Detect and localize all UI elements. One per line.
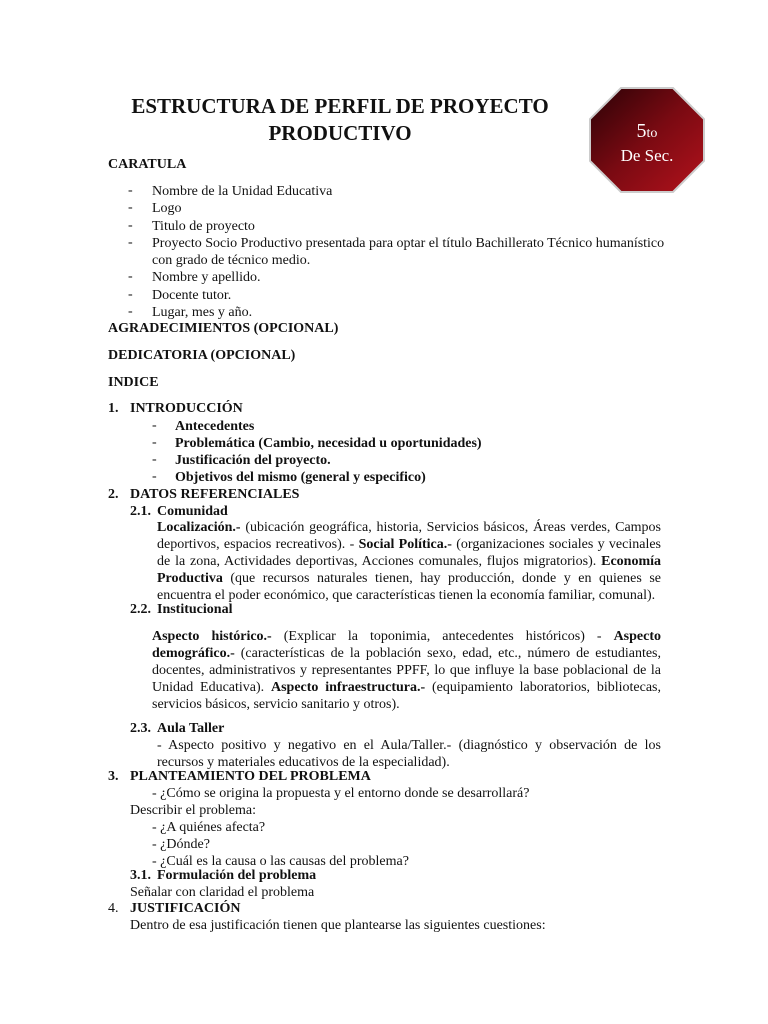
describir-problema: Describir el problema: [130,803,256,818]
caratula-item-continued: con grado de técnico medio. [152,253,311,268]
social-politica-text: (organizaciones sociales y vecinales de la zona, Actividades deportivas, Acciones comunales, flujos migratorios). [157,537,661,569]
badge-grade-number: 5 [636,120,647,142]
planteamiento-question: - ¿Cuál es la causa o las causas del problema? [152,854,409,869]
section-heading-datos-referenciales: DATOS REFERENCIALES [130,487,300,502]
caratula-item: Lugar, mes y año. [152,305,253,320]
bullet-dash: - [128,269,133,284]
subsection-number: 3.1. [130,868,151,883]
caratula-item: Logo [152,201,182,216]
bullet-dash: - [128,235,133,250]
subsection-heading-formulacion: Formulación del problema [157,868,317,883]
economia-productiva-text: (que recursos naturales tienen, hay producción, donde y en quienes se encuentra el poder económico, que características tienen la economía familiar, comunal). [157,571,661,603]
section-number: 2. [108,487,119,502]
subsection-heading-aula-taller: Aula Taller [157,721,225,736]
subsection-number: 2.2. [130,602,151,617]
page-title-line-2: PRODUCTIVO [268,121,412,145]
aspecto-historico-text: (Explicar la toponimia, antecedentes históricos) - [271,629,614,644]
section-heading-introduccion: INTRODUCCIÓN [130,401,243,416]
intro-item: Antecedentes [175,419,255,434]
aula-taller-text: - Aspecto positivo y negativo en el Aula/Taller.- (diagnóstico y observación de los recursos y materiales educativos de la especialidad). [157,738,661,770]
aspecto-historico-label: Aspecto histórico.- [152,629,272,644]
caratula-item: Nombre y apellido. [152,270,261,285]
section-number: 4. [108,901,119,916]
caratula-item: Titulo de proyecto [152,219,255,234]
caratula-heading: CARATULA [108,157,187,172]
subsection-number: 2.3. [130,721,151,736]
formulacion-text: Señalar con claridad el problema [130,885,315,900]
bullet-dash: - [152,469,157,484]
institucional-paragraph [152,628,661,713]
section-heading-planteamiento: PLANTEAMIENTO DEL PROBLEMA [130,769,371,784]
grade-badge [588,86,706,194]
caratula-item: Docente tutor. [152,288,232,303]
subsection-number: 2.1. [130,504,151,519]
section-number: 3. [108,769,119,784]
section-number: 1. [108,401,119,416]
justificacion-text: Dentro de esa justificación tienen que plantearse las siguientes cuestiones: [130,918,546,933]
planteamiento-question: - ¿Dónde? [152,837,210,852]
planteamiento-question: - ¿A quiénes afecta? [152,820,266,835]
bullet-dash: - [152,452,157,467]
intro-item: Objetivos del mismo (general y especifico) [175,470,426,485]
badge-line-2: De Sec. [620,146,674,165]
section-heading-justificacion: JUSTIFICACIÓN [130,901,241,916]
comunidad-paragraph [157,519,661,604]
subsection-heading-comunidad: Comunidad [157,504,228,519]
indice-heading: INDICE [108,375,159,390]
bullet-dash: - [128,183,133,198]
planteamiento-question: - ¿Cómo se origina la propuesta y el entorno donde se desarrollará? [152,786,530,801]
intro-item: Problemática (Cambio, necesidad u oportunidades) [175,436,482,451]
economia-productiva-label: Economía Productiva [157,554,661,586]
badge-grade-suffix: to [646,126,658,141]
bullet-dash: - [128,200,133,215]
caratula-item: Nombre de la Unidad Educativa [152,184,333,199]
bullet-dash: - [152,435,157,450]
agradecimientos-heading: AGRADECIMIENTOS (OPCIONAL) [108,321,339,336]
bullet-dash: - [128,304,133,319]
aspecto-infraestructura-label: Aspecto infraestructura.- [270,680,426,695]
aspecto-demografico-label: Aspecto demográfico.- [152,629,661,661]
localizacion-label: Localización.- [157,520,241,535]
dedicatoria-heading: DEDICATORIA (OPCIONAL) [108,348,296,363]
subsection-heading-institucional: Institucional [157,602,233,617]
social-politica-label: Social Política.- [358,537,452,552]
caratula-item: Proyecto Socio Productivo presentada para optar el título Bachillerato Técnico humanístico [152,236,665,251]
bullet-dash: - [152,418,157,433]
badge-line-1 [588,120,706,145]
intro-item: Justificación del proyecto. [175,453,331,468]
aspecto-demografico-text: (características de la población sexo, edad, etc., número de estudiantes, docentes, administrativos y representantes PPFF, lo que influye la base poblacional de la Unidad Educativa). [152,646,661,695]
aspecto-infraestructura-text: (equipamiento laboratorios, bibliotecas, servicios básicos, servicio sanitario y otros). [152,680,661,712]
bullet-dash: - [128,287,133,302]
localizacion-text: (ubicación geográfica, historia, Servicios básicos, Áreas verdes, Campos deportivos, espacios recreativos). - [157,520,661,552]
bullet-dash: - [128,218,133,233]
page-title-line-1: ESTRUCTURA DE PERFIL DE PROYECTO [131,94,549,118]
